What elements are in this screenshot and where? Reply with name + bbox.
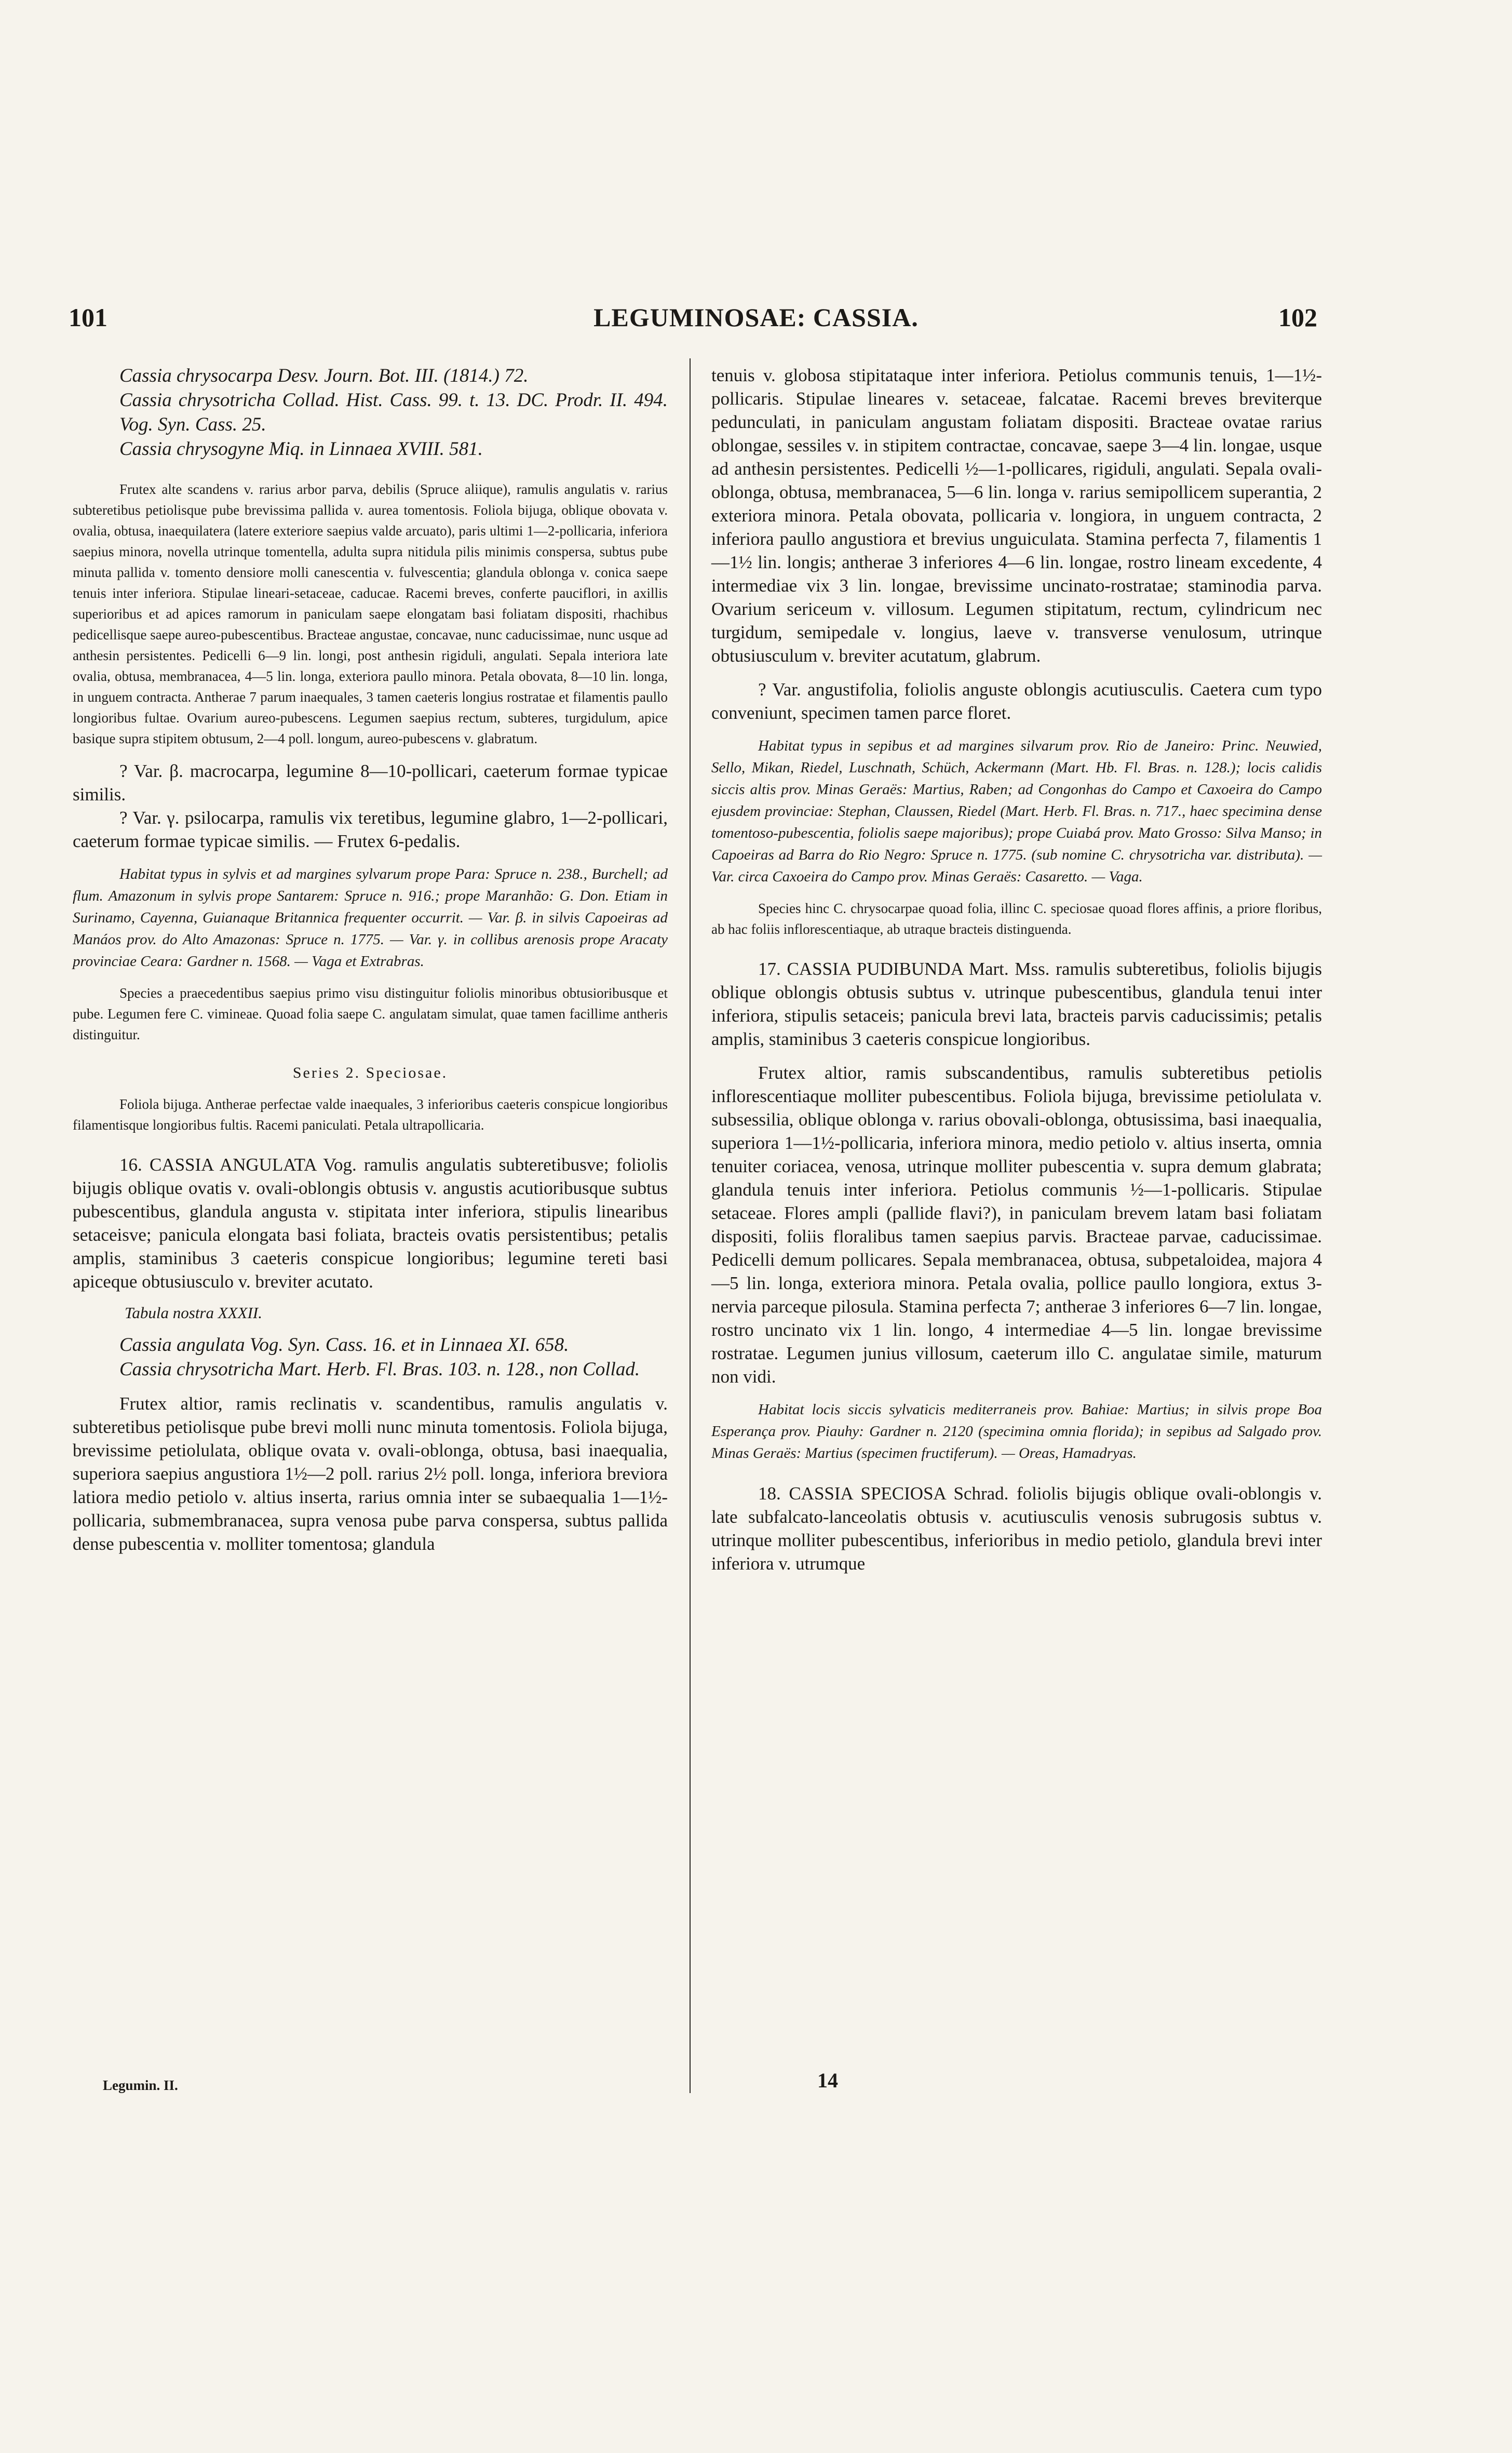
description-paragraph: Frutex alte scandens v. rarius arbor parva, debilis (Spruce aliique), ramulis angulatis v. rarius subteretibus petiolisque pube brevissima pallida v. aurea tomentosis. Foliola bijuga, oblique obovata v. ovalia, obtusa, inaequilatera (latere exteriore saepius valde arcuato), paris ultimi 1—2-pollicaria, inferiora saepius minora, novella utrinque tomentella, adulta supra nitidula pilis minimis conspersa, subtus pube minuta pallida v. tomento densiore molli canescentia v. fulvescentia; glandula oblonga v. conica saepe tenuis inter inferiora. Stipulae lineari-setaceae, caducae. Racemi breves, conferte pauciflori, in axillis superioribus et ad apices ramorum in paniculam saepe elongatam basi foliatam dispositi, rhachibus pedicellisque saepe aureo-pubescentibus. Bracteae angustae, concavae, nunc caducissimae, nunc usque ad anthesin persistentes. Pedicelli 6—9 lin. longi, post anthesin rigiduli, angulati. Sepala interiora late ovalia, obtusa, membranacea, 4—5 lin. longa, exteriora paullo minora. Petala obovata, 8—10 lin. longa, in unguem contracta. Antherae 7 parum inaequales, 3 tamen caeteris longius rostratae et filamentis paullo longioribus fultae. Ovarium aureo-pubescens. Legumen saepius rectum, subteres, turgidulum, apice basique supra stipitem obtusum, 2—4 poll. longum, aureo-pubescens v. glabratum. bbox=[73, 481, 668, 746]
gathering-number: 14 bbox=[817, 2069, 838, 2092]
series-heading: Series 2. Speciosae. bbox=[292, 1064, 448, 1081]
synonym-line: Cassia chrysocarpa Desv. Journ. Bot. III. (1814.) 72. bbox=[119, 365, 529, 386]
variety-paragraph: ? Var. β. macrocarpa, legumine 8—10-pollicari, caeterum formae typicae similis. bbox=[73, 761, 668, 805]
plate-reference: Tabula nostra XXXII. bbox=[125, 1304, 262, 1322]
running-header bbox=[0, 302, 1512, 339]
habitat-paragraph: Habitat typus in sylvis et ad margines sylvarum prope Para: Spruce n. 238., Burchell; ad flum. Amazonum in sylvis prope Santarem: Spruce n. 916.; prope Maranhão: G. Don. Etiam in Surinamo, Cayenna, Guianaque Britannica frequenter occurrit. — Var. β. in silvis Capoeiras ad Manáos prov. do Alto Amazonas: Spruce n. 1775. — Var. γ. in collibus arenosis prope Aracaty provinciae Ceara: Gardner n. 1568. — Vaga et Extrabras. bbox=[73, 866, 668, 970]
page-number-left: 101 bbox=[69, 303, 107, 332]
habitat-paragraph: Habitat locis siccis sylvaticis mediterraneis prov. Bahiae: Martius; in silvis prope Boa Esperança prov. Piauhy: Gardner n. 2120 (specimina omnia florida); in sepibus ad Salgado prov. Minas Geraës: Martius (specimen fructiferum). — Oreas, Hamadryas. bbox=[711, 1401, 1322, 1462]
note-paragraph: Species hinc C. chrysocarpae quoad folia, illinc C. speciosae quoad flores affinis, a priore floribus, ab hac foliis inflorescentiaque, ab utraque bracteis distinguenda. bbox=[711, 901, 1322, 937]
description-paragraph: Frutex altior, ramis subscandentibus, ramulis subteretibus petiolis inflorescentiaque molliter pubescentibus. Foliola bijuga, brevissime petiolulata v. subsessilia, oblique oblonga v. rarius obovali-oblonga, obtusissima, basi inaequalia, superiora 1—1½-pollicaria, inferiora minora, medio petiolo v. altius inserta, omnia tenuiter coriacea, venosa, utrinque molliter pubescentia v. supra demum glabrata; glandula tenuis inter inferiora. Petiolus communis ½—1-pollicaris. Stipulae setaceae. Flores ampli (pallide flavi?), in paniculam brevem latam basi foliatam dispositi, foliis floralibus tamen saepius parvis. Bracteae parvae, caducissimae. Pedicelli demum pollicares. Sepala membranacea, obtusa, subpetaloidea, majora 4—5 lin. longa, exteriora minora. Petala ovalia, pollice paullo longiora, extus 3-nervia parceque pilosula. Stamina perfecta 7; antherae 3 inferiores 6—7 lin. longae, rostro uncinato vix 1 lin. longo, 4 intermediae 4—5 lin. longae brevissime rostratae. Legumen junius villosum, caeterum illo C. angulatae simile, maturum non vidi. bbox=[711, 1063, 1322, 1387]
synonymy-block bbox=[73, 364, 668, 461]
left-column bbox=[73, 364, 668, 1556]
signature-mark: Legumin. II. bbox=[103, 2077, 178, 2093]
synonym-line: Cassia chrysotricha Mart. Herb. Fl. Bras. 103. n. 128., non Collad. bbox=[119, 1359, 640, 1380]
synonym-line: Cassia chrysogyne Miq. in Linnaea XVIII. 581. bbox=[119, 438, 483, 460]
variety-paragraph: ? Var. γ. psilocarpa, ramulis vix teretibus, legumine glabro, 1—2-pollicari, caeterum formae typicae similis. — Frutex 6-pedalis. bbox=[73, 808, 668, 851]
description-paragraph: Frutex altior, ramis reclinatis v. scandentibus, ramulis angulatis v. subteretibus petiolisque pube brevi molli nunc minuta tomentosis. Foliola bijuga, brevissime petiolulata, oblique ovata v. ovali-oblonga, obtusa, basi inaequalia, superiora saepius angustiora 1½—2 poll. rarius 2½ poll. longa, inferiora breviora latiora medio petiolo v. altius inserta, rarius omnia inter se subaequalia 1—1½-pollicaria, submembranacea, supra venosa pube parva conspersa, subtus pallida dense pubescentia v. molliter tomentosa; glandula bbox=[73, 1393, 668, 1554]
page-number-right: 102 bbox=[1278, 303, 1317, 332]
description-continuation: tenuis v. globosa stipitataque inter inferiora. Petiolus communis tenuis, 1—1½-pollicaris. Stipulae lineares v. setaceae, falcatae. Racemi breves breviterque pedunculati, in paniculam angustam foliatam dispositi. Bracteae ovatae rarius oblongae, sessiles v. in stipitem contractae, concavae, saepe 3—4 lin. longae, usque ad anthesin persistentes. Pedicelli ½—1-pollicares, rigiduli, angulati. Sepala ovali-oblonga, obtusa, membranacea, 5—6 lin. longa v. rarius semipollicem superantia, 2 exteriora minora. Petala obovata, pollicaria v. longiora, in unguem contracta, 2 inferiora paullo angustiora et brevius unguiculata. Stamina perfecta 7, filamentis 1—1½ lin. longis; antherae 3 inferiores 4—6 lin. longae, rostro lineam excedente, 4 intermediae vix 3 lin. longae, brevissime uncinato-rostratae; staminodia parva. Ovarium sericeum v. villosum. Legumen stipitatum, rectum, cylindricum nec turgidum, semipedale v. longius, laeve v. transverse venulosum, utrinque obtusiusculum v. breviter acutatum, glabrum. bbox=[711, 365, 1322, 666]
note-paragraph: Species a praecedentibus saepius primo visu distinguitur foliolis minoribus obtusioribusque et pube. Legumen fere C. vimineae. Quoad folia saepe C. angulatam simulat, quae tamen facillime antheris distinguitur. bbox=[73, 985, 668, 1042]
column-rule bbox=[690, 358, 691, 2093]
species-diagnosis: 16. CASSIA ANGULATA Vog. ramulis angulatis subteretibusve; foliolis bijugis oblique ovatis v. ovali-oblongis obtusis v. angustis acutioribusque subtus pubescentibus, glandula angusta v. stipitata inter inferiora, stipulis linearibus setaceisve; panicula elongata basi foliata, bracteis ovatis persistentibus; petalis amplis, staminibus 3 caeteris conspicue longioribus; legumine tereti basi apiceque obtusiusculo v. breviter acutato. bbox=[73, 1155, 668, 1292]
variety-paragraph: ? Var. angustifolia, foliolis anguste oblongis acutiusculis. Caetera cum typo conveniunt, specimen tamen parce floret. bbox=[711, 679, 1322, 723]
species-diagnosis: 17. CASSIA PUDIBUNDA Mart. Mss. ramulis subteretibus, foliolis bijugis oblique oblongis obtusis subtus v. utrinque pubescentibus, glandula tenui inter inferiora, stipulis setaceis; panicula brevi lata, bracteis parvis caducissimis; petalis amplis, staminibus 3 caeteris conspicue longioribus. bbox=[711, 959, 1322, 1049]
synonym-line: Cassia chrysotricha Collad. Hist. Cass. 99. t. 13. DC. Prodr. II. 494. Vog. Syn. Cass. 25. bbox=[119, 390, 668, 435]
right-column bbox=[711, 364, 1322, 1575]
habitat-paragraph: Habitat typus in sepibus et ad margines silvarum prov. Rio de Janeiro: Princ. Neuwied, Sello, Mikan, Riedel, Luschnath, Schüch, Ackermann (Mart. Hb. Fl. Bras. n. 128.); locis calidis siccis altis prov. Minas Geraës: Martius, Raben; ad Congonhas do Campo et Caxoeira do Campo ejusdem provinciae: Stephan, Claussen, Riedel (Mart. Herb. Fl. Bras. n. 717., haec specimina dense tomentoso-pubescentia, foliolis saepe majoribus); prope Cuiabá prov. Mato Grosso: Silva Manso; in Capoeiras ad Barra do Rio Negro: Spruce n. 1775. (sub nomine C. chrysotricha var. distributa). — Var. circa Caxoeira do Campo prov. Minas Geraës: Casaretto. — Vaga. bbox=[711, 738, 1322, 885]
series-description: Foliola bijuga. Antherae perfectae valde inaequales, 3 inferioribus caeteris conspicue longioribus filamentisque longioribus fultis. Racemi paniculati. Petala ultrapollicaria. bbox=[73, 1096, 668, 1133]
synonym-line: Cassia angulata Vog. Syn. Cass. 16. et in Linnaea XI. 658. bbox=[119, 1334, 569, 1356]
running-title: LEGUMINOSAE: CASSIA. bbox=[593, 303, 919, 332]
species-diagnosis: 18. CASSIA SPECIOSA Schrad. foliolis bijugis oblique ovali-oblongis v. late subfalcato-lanceolatis obtusis v. acutiusculis venosis subrugosis subtus v. utrinque molliter pubescentibus, inferioribus in medio petiolo, glandula brevi inter inferiora v. utrumque bbox=[711, 1483, 1322, 1574]
